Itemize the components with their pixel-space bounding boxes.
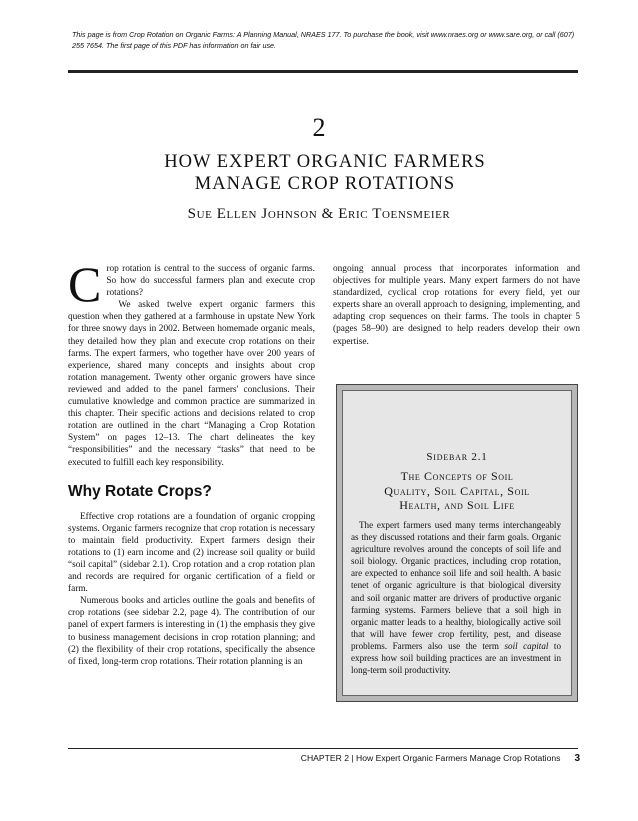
sidebar-emphasis: soil capital: [504, 640, 549, 651]
chapter-title-line-2: MANAGE CROP ROTATIONS: [194, 174, 456, 194]
chapter-number: 2: [312, 113, 326, 142]
drop-cap: C: [68, 256, 102, 312]
body-paragraph: ongoing annual process that incorporates information and objectives for multiple years. Many expert farmers do not have standardized, cyclical crop rotations for every field, yet our experts share an overall approach to designing, implementing, and adapting crop sequences on their farms. The tools in chapter 5 (pages 58–90) are designed to help readers develop their own expertise.: [333, 264, 580, 347]
sidebar-title-line-2: Quality, Soil Capital, Soil: [384, 483, 530, 498]
header-rule: [68, 70, 578, 73]
copyright-notice: This page is from Crop Rotation on Organic Farms: A Planning Manual, NRAES 177. To purchase the book, visit www.nraes.org or www.sare.org, or call (607) 255 7654. The first page of this PDF has information on fair use.: [72, 30, 575, 50]
running-head: CHAPTER 2 | How Expert Organic Farmers Manage Crop Rotations: [300, 753, 561, 763]
sidebar-title: [351, 469, 563, 513]
sidebar-panel: [342, 390, 572, 696]
intro-paragraph: [68, 256, 315, 312]
sidebar-text-end: to express how soil building practices are an investment in long-term soil productivity.: [351, 640, 561, 676]
footer-rule: [68, 748, 578, 749]
body-paragraph: Effective crop rotations are a foundation of organic cropping systems. Organic farmers recognize that crop rotation is necessary to maintain field productivity. Expert farmers design their rotations to (1) earn income and (2) increase soil quality or build “soil capital” (sidebar 2.1). Crop rotation and a crop rotation plan and records are required for organic certification of a field or farm.: [68, 511, 315, 595]
page-number: 3: [574, 753, 580, 764]
chapter-title-line-1: HOW EXPERT ORGANIC FARMERS: [164, 152, 486, 172]
sidebar-title-line-3: Health, and Soil Life: [399, 498, 515, 512]
chapter-title: [90, 151, 560, 195]
intro-text: rop rotation is central to the success of organic farms. So how do successful farmers plan and execute crop rotations?: [106, 264, 315, 299]
sidebar-label: Sidebar 2.1: [426, 451, 488, 463]
sidebar-box: [336, 384, 578, 702]
body-paragraph: We asked twelve expert organic farmers this question when they gathered at a farmhouse in upstate New York for three snowy days in 2002. Between homemade organic meals, they detailed how they plan and execute crop rotations on their farms. The expert farmers, who together have over 200 years of experience, shared many concepts and insights about crop rotation management. Twenty other organic growers have since reviewed and added to the panel farmers' conclusions. Their cumulative knowledge and common practice are summarized in this chapter. Their specific actions and decisions related to crop rotation are outlined in the chart “Managing a Crop Rotation System” on pages 12–13. The chart delineates the key “responsibilities” and the necessary “tasks” that need to be executed to fulfill each key responsibility.: [68, 300, 315, 468]
section-heading: Why Rotate Crops?: [68, 482, 212, 500]
right-column: [333, 263, 580, 348]
chapter-authors: Sue Ellen Johnson & Eric Toensmeier: [187, 206, 451, 222]
sidebar-body: [351, 519, 561, 676]
sidebar-title-line-1: The Concepts of Soil: [400, 469, 514, 483]
body-paragraph: Numerous books and articles outline the goals and benefits of crop rotations (see sidebar 2.2, page 4). The contribution of our panel of expert farmers is interesting in (1) the emphasis they give to business management decisions in crop rotation planning; and (2) the flexibility of their crop rotations, specifically the absence of fixed, long-term crop rotations. Their rotation planning is an: [68, 596, 315, 667]
sidebar-text: The expert farmers used many terms interchangeably as they discussed rotations and their farm goals. Organic agriculture revolves around the concepts of soil life and soil biology. Organic practices, including crop rotation, are expected to enhance soil life and soil health. A basic tenet of organic agriculture is that biological diversity and soil organic matter are drivers of productive organic farming systems. Farmers believe that a soil high in organic matter leads to a healthy, biologically active soil that will have fewer crop fertility, pest, and disease problems. Farmers also use the term: [351, 520, 561, 651]
left-column: [68, 256, 315, 668]
page-footer: [301, 753, 580, 764]
